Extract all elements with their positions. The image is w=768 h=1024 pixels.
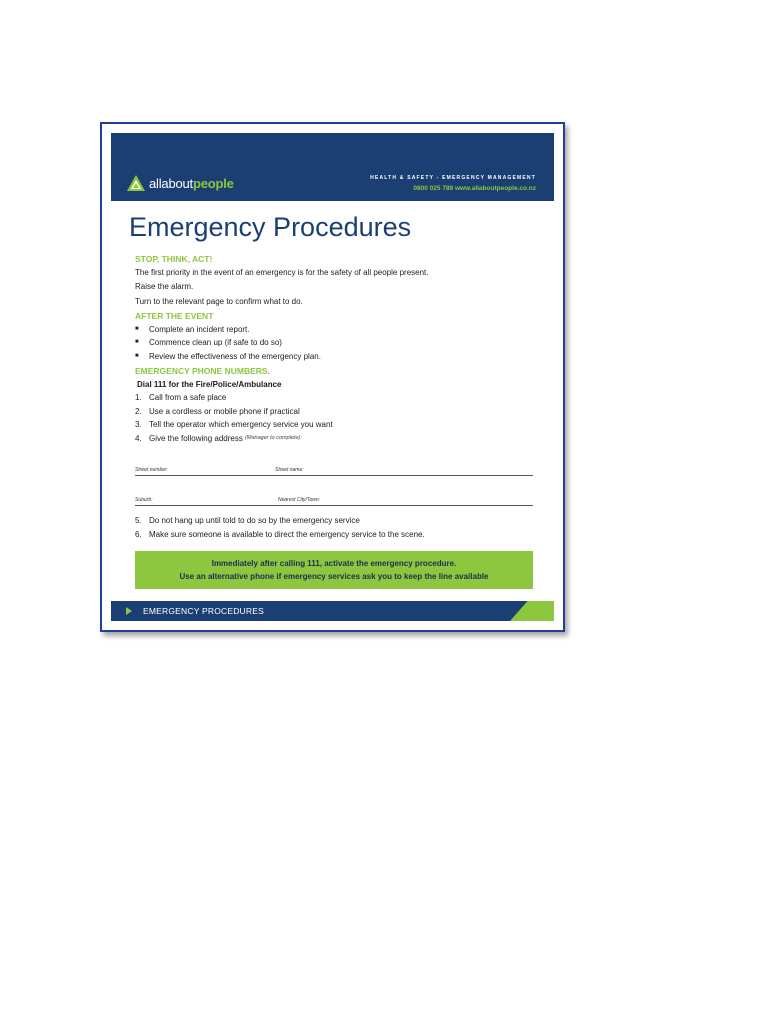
tagline: HEALTH & SAFETY - EMERGENCY MANAGEMENT <box>370 175 536 181</box>
step-text: Call from a safe place <box>149 393 227 403</box>
logo-triangle-icon <box>127 175 145 191</box>
address-row-suburb[interactable] <box>135 492 533 506</box>
list-item <box>135 432 545 446</box>
step-number: 5. <box>135 516 142 525</box>
list-item <box>135 336 545 350</box>
bullet-icon: ■ <box>135 325 139 332</box>
suburb-label: Suburb: <box>135 497 153 503</box>
list-item <box>135 418 545 432</box>
logo-text-people: people <box>192 175 234 191</box>
banner-line: Use an alternative phone if emergency services ask you to keep the line available <box>179 572 489 581</box>
nearest-city-label: Nearest City/Town: <box>278 497 321 503</box>
step-text: Use a cordless or mobile phone if practical <box>149 406 300 416</box>
step-note: (Manager to complete): <box>245 434 302 441</box>
play-arrow-icon <box>126 607 132 615</box>
main-content <box>135 252 545 446</box>
banner-line: Immediately after calling 111, activate the emergency procedure. <box>211 559 457 568</box>
list-item-text: Review the effectiveness of the emergency plan. <box>149 351 321 361</box>
contact-info: 0800 025 789 www.allaboutpeople.co.nz <box>413 185 536 192</box>
stop-line: Raise the alarm. <box>135 281 194 291</box>
list-item-text: Commence clean up (if safe to do so) <box>149 338 282 348</box>
page-title: Emergency Procedures <box>129 212 412 242</box>
step-number: 6. <box>135 529 142 539</box>
footer-bar <box>111 601 554 621</box>
logo <box>127 173 234 193</box>
list-item <box>135 350 545 364</box>
list-item <box>135 528 425 542</box>
logo-text-all: all <box>149 175 162 191</box>
logo-text-about: about <box>161 175 193 191</box>
street-number-label: Street number: <box>135 467 169 473</box>
list-item-text: Complete an incident report. <box>149 324 250 334</box>
bullet-icon: ■ <box>135 339 139 346</box>
step-text: Make sure someone is available to direct the emergency service to the scene. <box>149 529 425 539</box>
document-card <box>100 122 565 632</box>
list-item <box>135 405 545 419</box>
dial-instruction: Dial 111 for the Fire/Police/Ambulance <box>137 379 282 389</box>
bullet-icon: ■ <box>135 352 139 359</box>
step-number: 3. <box>135 420 142 430</box>
list-item <box>135 323 545 337</box>
step-number: 2. <box>135 406 142 416</box>
step-number: 4. <box>135 433 142 443</box>
step-text: Do not hang up until told to do so by the emergency service <box>149 516 360 525</box>
phone-heading: EMERGENCY PHONE NUMBERS. <box>135 365 270 376</box>
address-row-street[interactable] <box>135 462 533 476</box>
list-item <box>135 514 425 528</box>
footer-accent <box>510 601 554 621</box>
after-heading: AFTER THE EVENT <box>135 310 214 321</box>
stop-line: The first priority in the event of an emergency is for the safety of all people present. <box>135 268 429 277</box>
list-item <box>135 391 545 405</box>
final-steps <box>135 514 425 541</box>
step-text: Tell the operator which emergency service you want <box>149 420 333 430</box>
street-name-label: Street name: <box>275 467 304 473</box>
logo-text <box>149 176 234 191</box>
footer-label: EMERGENCY PROCEDURES <box>143 606 264 616</box>
stop-line: Turn to the relevant page to confirm what to do. <box>135 297 303 307</box>
step-text: Give the following address <box>149 433 243 443</box>
step-number: 1. <box>135 393 142 403</box>
important-banner <box>135 551 533 589</box>
header-banner <box>111 133 554 201</box>
stop-heading: STOP, THINK, ACT! <box>135 254 213 264</box>
